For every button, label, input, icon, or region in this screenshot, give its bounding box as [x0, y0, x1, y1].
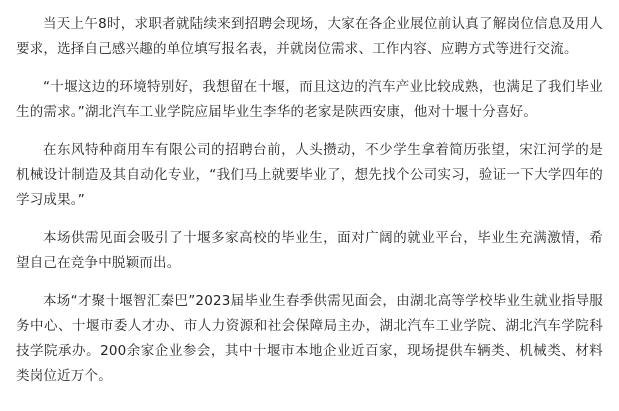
paragraph: “十堰这边的环境特别好，我想留在十堰，而且这边的汽车产业比较成熟，也满足了我们毕业生的需求。”湖北汽车工业学院应届毕业生李华的老家是陕西安康，他对十堰十分喜好。 — [16, 79, 603, 120]
paragraph: 本场“才聚十堰智汇秦巴”2023届毕业生春季供需见面会，由湖北高等学校毕业生就业指导服务中心、十堰市委人才办、市人力资源和社会保障局主办，湖北汽车工业学院、湖北汽车学院科技学院承办。200余家企业参会，其中十堰市本地企业近百家，现场提供车辆类、机械类、材料类岗位近万个。 — [16, 293, 603, 384]
paragraph: 在东风特种商用车有限公司的招聘台前，人头攒动，不少学生拿着简历张望，宋江河学的是机械设计制造及其自动化专业，“我们马上就要毕业了，想先找个公司实习，验证一下大学四年的学习成果。” — [16, 142, 603, 208]
paragraph: 当天上午8时，求职者就陆续来到招聘会现场，大家在各企业展位前认真了解岗位信息及用人要求，选择自己感兴趣的单位填写报名表，并就岗位需求、工作内容、应聘方式等进行交流。 — [16, 16, 603, 57]
paragraph: 本场供需见面会吸引了十堰多家高校的毕业生，面对广阔的就业平台，毕业生充满激情，希望自己在竞争中脱颖而出。 — [16, 230, 603, 271]
